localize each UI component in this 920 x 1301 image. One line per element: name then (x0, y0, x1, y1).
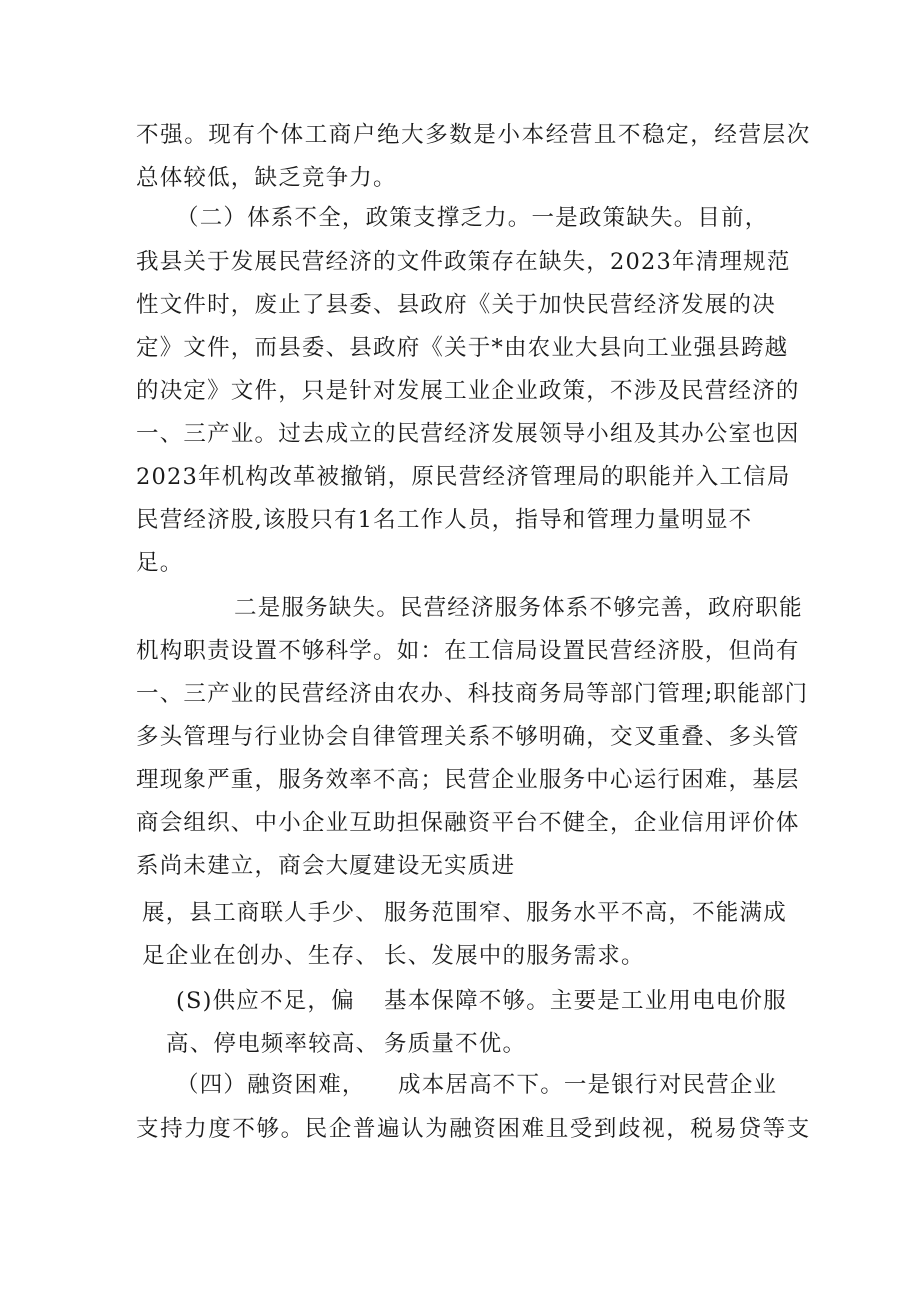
section-heading-fragment: (S)供应不足，偏 (176, 988, 355, 1014)
fragment-right-line: 服务范围窄、服务水平不高，不能满成 (384, 900, 787, 926)
section-heading-line: （二）体系不全，政策支撑乏力。一是政策缺失。目前， (176, 205, 769, 231)
paragraph-line: 民营经济股,该股只有1名工作人员，指导和管理力量明显不 (136, 507, 753, 533)
fragment-right-line: 务质量不优。 (384, 1031, 527, 1057)
fragment-right-line: 基本保障不够。主要是工业用电电价服 (384, 988, 787, 1014)
fragment-left-line: 足企业在创办、生存、 (142, 943, 380, 969)
paragraph-line: 总体较低，缺乏竞争力。 (136, 165, 397, 191)
paragraph-line: 机构职责设置不够科学。如：在工信局设置民营经济股，但尚有 (136, 638, 800, 664)
paragraph-line: 支持力度不够。民企普遍认为融资困难且受到歧视，税易贷等支 (136, 1116, 811, 1142)
paragraph-line: 性文件时，废止了县委、县政府《关于加快民营经济发展的决 (136, 292, 776, 318)
paragraph-line: 商会组织、中小企业互助担保融资平台不健全，企业信用评价体 (136, 810, 800, 836)
paragraph-line: 的决定》文件，只是针对发展工业企业政策，不涉及民营经济的 (136, 378, 800, 404)
fragment-right-line: 长、发展中的服务需求。 (384, 943, 645, 969)
paragraph-line: 不强。现有个体工商户绝大多数是小本经营且不稳定，经营层次 (136, 122, 811, 148)
paragraph-line: 2023年机构改革被撤销，原民营经济管理局的职能并入工信局 (136, 464, 791, 490)
section-heading-fragment: （四）融资困难， (176, 1072, 366, 1098)
paragraph-line: 理现象严重，服务效率不高；民营企业服务中心运行困难，基层 (136, 767, 800, 793)
fragment-left-line: 高、停电频率较高、 (166, 1031, 380, 1057)
paragraph-line: 足。 (136, 550, 184, 576)
fragment-left-line: 展，县工商联人手少、 (142, 900, 380, 926)
paragraph-line: 一、三产业的民营经济由农办、科技商务局等部门管理;职能部门 (136, 681, 809, 707)
paragraph-line: 二是服务缺失。民营经济服务体系不够完善，政府职能 (234, 595, 803, 621)
fragment-right-line: 成本居高不下。一是银行对民营企业 (398, 1072, 778, 1098)
paragraph-line: 系尚未建立，商会大厦建设无实质进 (136, 853, 516, 879)
paragraph-line: 我县关于发展民营经济的文件政策存在缺失，2023年清理规范 (136, 249, 791, 275)
paragraph-line: 一、三产业。过去成立的民营经济发展领导小组及其办公室也因 (136, 421, 800, 447)
paragraph-line: 定》文件，而县委、县政府《关于*由农业大县向工业强县跨越 (136, 335, 789, 361)
paragraph-line: 多头管理与行业协会自律管理关系不够明确，交叉重叠、多头管 (136, 724, 800, 750)
